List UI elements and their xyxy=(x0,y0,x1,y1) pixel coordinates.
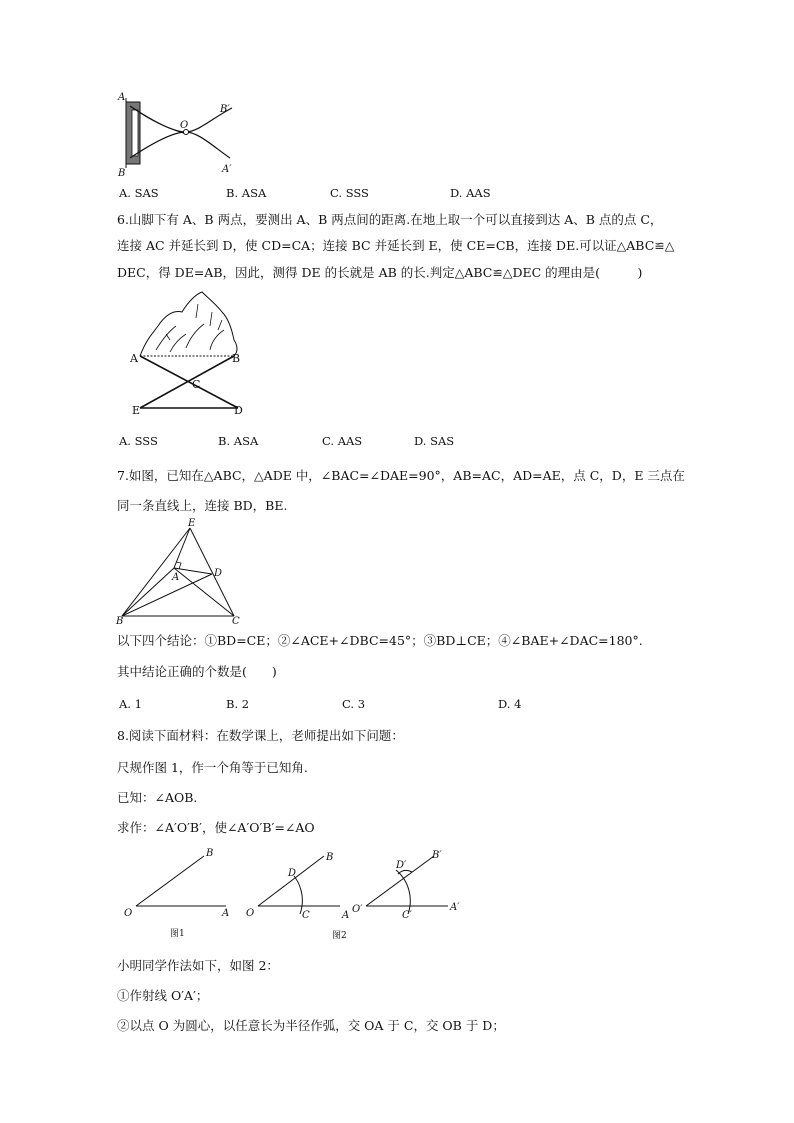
q8-after-line-2: ①作射线 O′A′； xyxy=(117,988,209,1003)
q5-label-o: O xyxy=(180,120,189,131)
q8-fig2-caption: 图2 xyxy=(332,931,347,941)
q8-fig2-label-b-prime: B′ xyxy=(432,850,442,861)
q8-after-line-1: 小明同学作法如下，如图 2： xyxy=(117,958,279,973)
q5-option-c[interactable]: C. SSS xyxy=(330,186,369,200)
q7-option-c[interactable]: C. 3 xyxy=(342,697,366,711)
q5-figure xyxy=(114,92,254,182)
q8-fig1-label-b: B xyxy=(206,848,214,859)
q8-fig1-label-a: A xyxy=(222,908,230,919)
q8-figure-2-left xyxy=(244,844,364,944)
q7-text-line-1: 7.如图，已知在△ABC，△ADE 中，∠BAC=∠DAE=90°，AB=AC，AD=AE，点 C，D，E 三点在 xyxy=(117,468,685,483)
q8-figure-2-right xyxy=(352,844,482,944)
q6-text-line-3: DEC，得 DE=AB，因此，测得 DE 的长就是 AB 的长.判定△ABC≌△DEC 的理由是( ) xyxy=(117,265,643,280)
q8-fig2-label-c: C xyxy=(302,910,310,921)
q7-label-e: E xyxy=(188,518,196,529)
q7-label-a: A xyxy=(172,572,180,583)
q7-question: 其中结论正确的个数是( ) xyxy=(117,664,277,679)
q7-figure xyxy=(114,518,254,628)
q7-option-a[interactable]: A. 1 xyxy=(119,697,142,711)
q7-label-c: C xyxy=(232,616,240,627)
q8-fig2-label-b: B xyxy=(326,852,334,863)
q6-label-c: C xyxy=(192,378,201,391)
q6-text-line-2: 连接 AC 并延长到 D，使 CD=CA；连接 BC 并延长到 E，使 CE=CB，连接 DE.可以证△ABC≌△ xyxy=(117,238,675,253)
q7-label-d: D xyxy=(214,568,223,579)
q7-option-d[interactable]: D. 4 xyxy=(498,697,522,711)
q8-fig2-label-o: O xyxy=(246,908,255,919)
q7-option-b[interactable]: B. 2 xyxy=(226,697,250,711)
q8-fig2-label-c-prime: C′ xyxy=(402,910,412,921)
q8-fig1-label-o: O xyxy=(124,908,133,919)
q5-label-a-prime: A′ xyxy=(222,164,232,175)
q7-label-b: B xyxy=(116,616,124,627)
q5-option-a[interactable]: A. SAS xyxy=(119,186,159,200)
q8-fig2-label-a: A xyxy=(342,910,350,921)
q8-figure-1 xyxy=(122,844,242,944)
q6-label-d: D xyxy=(234,404,243,417)
q6-label-e: E xyxy=(132,404,141,417)
q8-fig2-label-a-prime: A′ xyxy=(450,902,460,913)
q6-label-b: B xyxy=(232,352,241,365)
q8-fig2-label-o-prime: O′ xyxy=(352,904,363,915)
q5-label-a: A xyxy=(118,92,126,103)
q8-text-line-3: 已知：∠AOB. xyxy=(117,790,198,805)
q8-text-line-4: 求作：∠A′O′B′，使∠A′O′B′=∠AO xyxy=(117,820,315,835)
q8-fig1-caption: 图1 xyxy=(170,929,185,939)
q6-option-a[interactable]: A. SSS xyxy=(119,434,158,448)
q8-after-line-3: ②以点 O 为圆心，以任意长为半径作弧，交 OA 于 C，交 OB 于 D； xyxy=(117,1018,505,1033)
q7-text-line-2: 同一条直线上，连接 BD，BE. xyxy=(117,498,288,513)
q6-option-b[interactable]: B. ASA xyxy=(218,434,259,448)
q6-text-line-1: 6.山脚下有 A、B 两点，要测出 A、B 两点间的距离.在地上取一个可以直接到达 A、B 点的点 C， xyxy=(117,212,663,227)
q5-option-d[interactable]: D. AAS xyxy=(450,186,491,200)
q8-text-line-1: 8.阅读下面材料：在数学课上，老师提出如下问题： xyxy=(117,728,404,743)
q6-option-c[interactable]: C. AAS xyxy=(322,434,363,448)
q8-text-line-2: 尺规作图 1，作一个角等于已知角. xyxy=(117,760,308,775)
q6-option-d[interactable]: D. SAS xyxy=(414,434,455,448)
q5-option-b[interactable]: B. ASA xyxy=(226,186,267,200)
q5-label-b: B xyxy=(118,168,126,179)
q6-label-a: A xyxy=(130,352,138,365)
q8-fig2-label-d: D xyxy=(288,868,297,879)
q5-label-b-prime: B′ xyxy=(220,104,230,115)
q6-figure xyxy=(126,290,266,420)
q7-conclusions: 以下四个结论：①BD=CE；②∠ACE+∠DBC=45°；③BD⊥CE；④∠BAE+∠DAC=180°. xyxy=(117,633,643,648)
q8-fig2-label-d-prime: D′ xyxy=(396,860,407,871)
